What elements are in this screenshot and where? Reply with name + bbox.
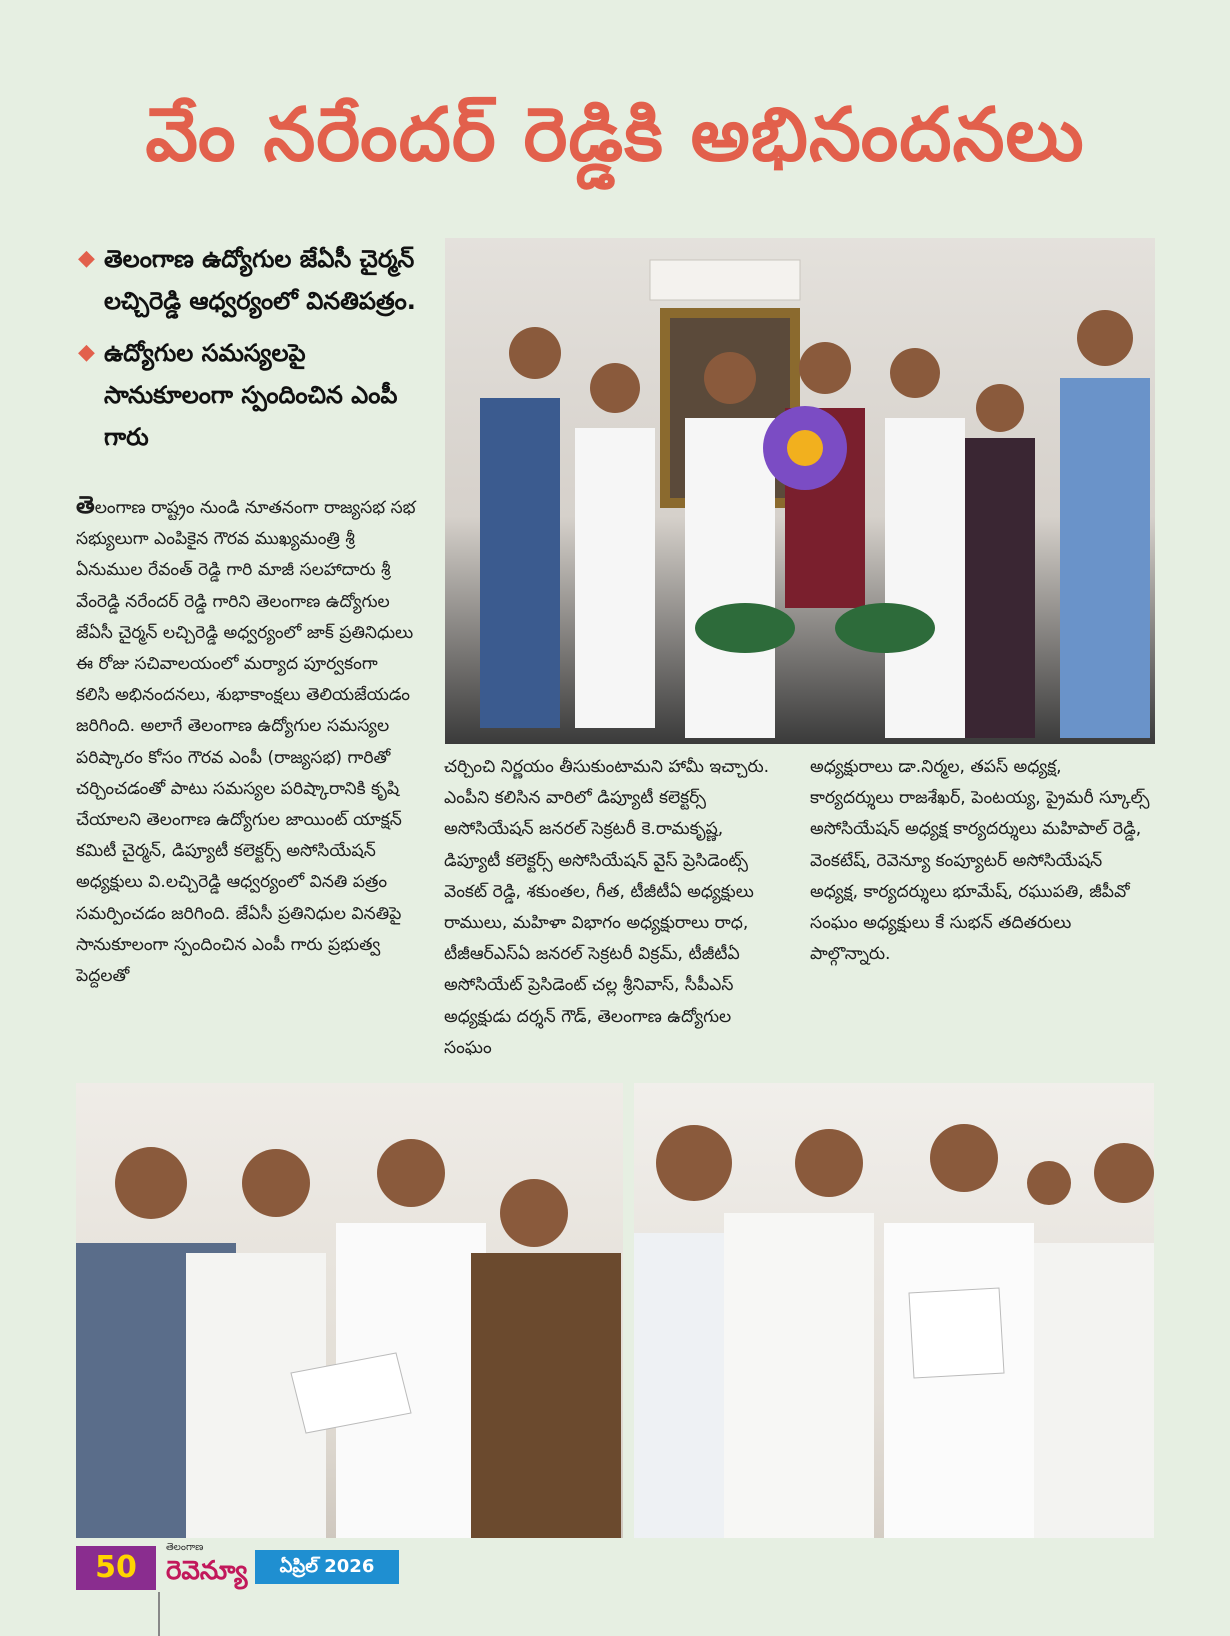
headline: వేం నరేందర్ రెడ్డికి అభినందనలు [145, 92, 1085, 178]
magazine-logo [166, 1542, 256, 1594]
bottom-left-photo [76, 1083, 623, 1538]
footer-divider [158, 1592, 160, 1636]
highlight-text: తెలంగాణ ఉద్యోగుల జేఏసీ చైర్మన్ లచ్చిరెడ్డి ఆధ్వర్యంలో వినతిపత్రం. [104, 245, 416, 315]
magazine-logo-name: రెవెన్యూ [166, 1556, 248, 1586]
diamond-bullet-icon: ◆ [78, 246, 95, 271]
drop-cap: తె [76, 491, 95, 519]
article-column-3: అధ్యక్షురాలు డా.నిర్మల, తపస్ అధ్యక్ష, కార్యదర్శులు రాజశేఖర్, పెంటయ్య, ప్రైమరీ స్కూల్స్ అసోసియేషన్ అధ్యక్ష కార్యదర్శులు మహిపాల్ రెడ్డి, వెంకటేష్, రెవెన్యూ కంప్యూటర్ అసోసియేషన్ అధ్యక్ష, కార్యదర్శులు భూమేష్, రఘుపతి, జీపీవో సంఘం అధ్యక్షులు కే సుభన్ తదితరులు పాల్గొన్నారు. [810, 757, 1150, 965]
article-column-1 [76, 490, 416, 992]
group-photo-illustration [445, 238, 1155, 744]
highlight-item [78, 238, 438, 322]
highlight-text: ఉద్యోగుల సమస్యలపై సానుకూలంగా స్పందించిన ఎంపీ గారు [104, 339, 398, 451]
bottom-right-photo [634, 1083, 1154, 1538]
memorandum-handover-illustration [634, 1083, 1154, 1538]
issue-date: ఏప్రిల్ 2026 [255, 1550, 399, 1584]
diamond-bullet-icon: ◆ [78, 340, 95, 365]
article-text: లంగాణ రాష్ట్రం నుండి నూతనంగా రాజ్యసభ సభ సభ్యులుగా ఎంపికైన గౌరవ ముఖ్యమంత్రి శ్రీ ఏనుముల రేవంత్ రెడ్డి గారి మాజీ సలహాదారు శ్రీ వేంరెడ్డి నరేందర్ రెడ్డి గారిని తెలంగాణ ఉద్యోగుల జేఏసీ చైర్మన్ లచ్చిరెడ్డి అధ్వర్యంలో జాక్ ప్రతినిధులు ఈ రోజు సచివాలయంలో మర్యాద పూర్వకంగా కలిసి అభినందనలు, శుభాకాంక్షలు తెలియజేయడం జరిగింది. అలాగే తెలంగాణ ఉద్యోగుల సమస్యల పరిష్కారం కోసం గౌరవ ఎంపీ (రాజ్యసభ) గారితో చర్చించడంతో పాటు సమస్యల పరిష్కారానికి కృషి చేయాలని తెలంగాణ ఉద్యోగుల జాయింట్ యాక్షన్ కమిటీ చైర్మన్, డిప్యూటీ కలెక్టర్స్ అసోసియేషన్ అధ్యక్షులు వి.లచ్చిరెడ్డి ఆధ్వర్యంలో వినతి పత్రం సమర్పించడం జరిగింది. జేఏసీ ప్రతినిధుల వినతిపై సానుకూలంగా స్పందించిన ఎంపీ గారు ప్రభుత్వ పెద్దలతో [76, 498, 416, 987]
highlight-item [78, 332, 438, 458]
main-photo [445, 238, 1155, 744]
memorandum-handover-illustration [76, 1083, 623, 1538]
page-number: 50 [76, 1546, 156, 1590]
highlights [78, 238, 438, 468]
article-column-2: చర్చించి నిర్ణయం తీసుకుంటామని హామీ ఇచ్చారు. ఎంపీని కలిసిన వారిలో డిప్యూటీ కలెక్టర్స్ అసోసియేషన్ జనరల్ సెక్రటరీ కె.రామకృష్ణ, డిప్యూటీ కలెక్టర్స్ అసోసియేషన్ వైస్ ప్రెసిడెంట్స్ వెంకట్ రెడ్డి, శకుంతల, గీత, టీజీటీఏ అధ్యక్షులు రాములు, మహిళా విభాగం అధ్యక్షురాలు రాధ, టీజీఆర్ఎస్ఏ జనరల్ సెక్రటరీ విక్రమ్, టీజీటీఏ అసోసియేట్ ప్రెసిడెంట్ చల్ల శ్రీనివాస్, సీపీఎస్ అధ్యక్షుడు దర్శన్ గౌడ్, తెలంగాణ ఉద్యోగుల సంఘం [444, 757, 770, 1058]
magazine-logo-small: తెలంగాణ [166, 1542, 204, 1553]
